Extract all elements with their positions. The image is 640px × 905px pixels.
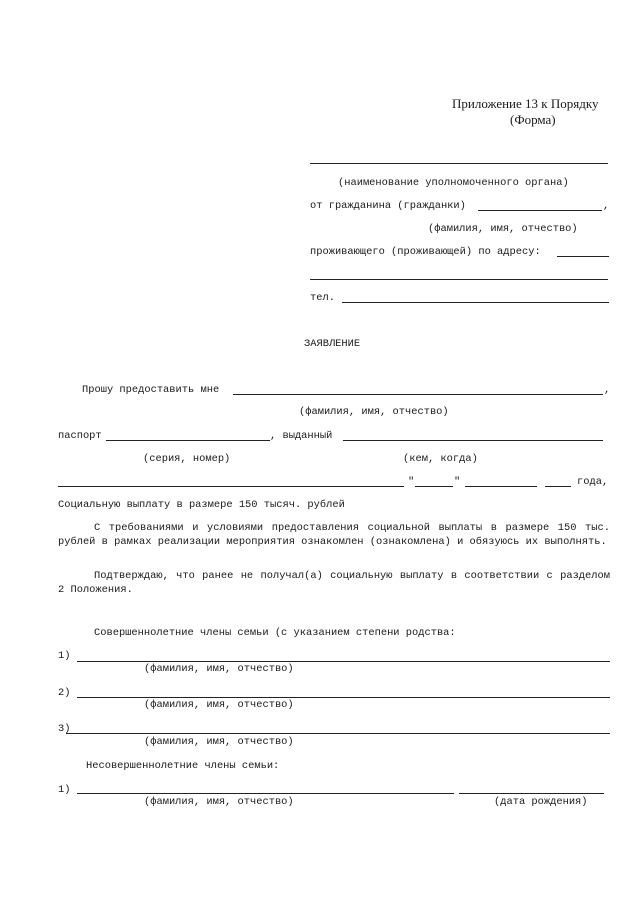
adult-1-field[interactable] bbox=[77, 661, 610, 662]
passport-label: паспорт bbox=[58, 430, 102, 442]
adult-1-number: 1) bbox=[58, 650, 71, 662]
date-quote-open: " bbox=[408, 476, 415, 488]
series-caption: (серия, номер) bbox=[143, 453, 231, 465]
minor-1-caption: (фамилия, имя, отчество) bbox=[144, 796, 294, 808]
minor-1-birth-caption: (дата рождения) bbox=[494, 796, 588, 808]
request-label: Прошу предоставить мне bbox=[82, 384, 220, 396]
adult-1-caption: (фамилия, имя, отчество) bbox=[144, 663, 294, 675]
issuer-caption: (кем, когда) bbox=[403, 453, 478, 465]
issuer-field-continued[interactable] bbox=[58, 486, 404, 487]
year-suffix: года, bbox=[577, 476, 609, 488]
appendix-label: Приложение 13 к Порядку bbox=[452, 96, 599, 111]
date-year-field[interactable] bbox=[545, 486, 571, 487]
request-fio-field[interactable] bbox=[233, 394, 603, 395]
request-comma: , bbox=[604, 384, 611, 396]
organ-caption: (наименование уполномоченного органа) bbox=[338, 177, 569, 189]
address-label: проживающего (проживающей) по адресу: bbox=[310, 246, 541, 258]
date-day-field[interactable] bbox=[415, 486, 453, 487]
from-comma: , bbox=[603, 200, 610, 212]
from-citizen-label: от гражданина (гражданки) bbox=[310, 200, 466, 212]
phone-field[interactable] bbox=[342, 302, 609, 303]
document-title: ЗАЯВЛЕНИЕ bbox=[304, 338, 361, 350]
adult-2-field[interactable] bbox=[77, 697, 610, 698]
minor-1-birthdate-field[interactable] bbox=[459, 793, 604, 794]
adult-3-caption: (фамилия, имя, отчество) bbox=[144, 736, 294, 748]
address-field[interactable] bbox=[557, 256, 609, 257]
from-fio-caption: (фамилия, имя, отчество) bbox=[428, 223, 578, 235]
issued-label: , выданный bbox=[270, 430, 333, 442]
minor-1-fio-field[interactable] bbox=[77, 793, 454, 794]
request-fio-caption: (фамилия, имя, отчество) bbox=[299, 406, 449, 418]
adult-3-number: 3) bbox=[58, 723, 71, 735]
requirements-paragraph: С требованиями и условиями предоставления социальной выплаты в размере 150 тыс. рублей в рамках реализации мероприятия ознакомлен (ознакомлена) и обязуюсь их выполнять. bbox=[58, 522, 610, 548]
adult-2-caption: (фамилия, имя, отчество) bbox=[144, 699, 294, 711]
phone-label: тел. bbox=[310, 292, 335, 304]
confirmation-paragraph: Подтверждаю, что ранее не получал(а) социальную выплату в соответствии с разделом 2 Положения. bbox=[58, 570, 610, 596]
minor-1-number: 1) bbox=[58, 784, 71, 796]
from-citizen-field[interactable] bbox=[478, 210, 602, 211]
adult-2-number: 2) bbox=[58, 687, 71, 699]
passport-number-field[interactable] bbox=[106, 440, 270, 441]
adults-title: Совершеннолетние члены семьи (с указанием степени родства: bbox=[94, 627, 456, 639]
form-label: (Форма) bbox=[510, 112, 556, 127]
organ-name-field[interactable] bbox=[310, 163, 608, 164]
passport-issuer-field[interactable] bbox=[343, 440, 603, 441]
adult-3-field[interactable] bbox=[66, 733, 610, 734]
date-month-field[interactable] bbox=[465, 486, 537, 487]
date-quote-close: " bbox=[454, 476, 461, 488]
minors-title: Несовершеннолетние члены семьи: bbox=[86, 760, 280, 772]
address-field-line-2[interactable] bbox=[310, 279, 608, 280]
payment-line: Социальную выплату в размере 150 тысяч. рублей bbox=[58, 499, 345, 511]
